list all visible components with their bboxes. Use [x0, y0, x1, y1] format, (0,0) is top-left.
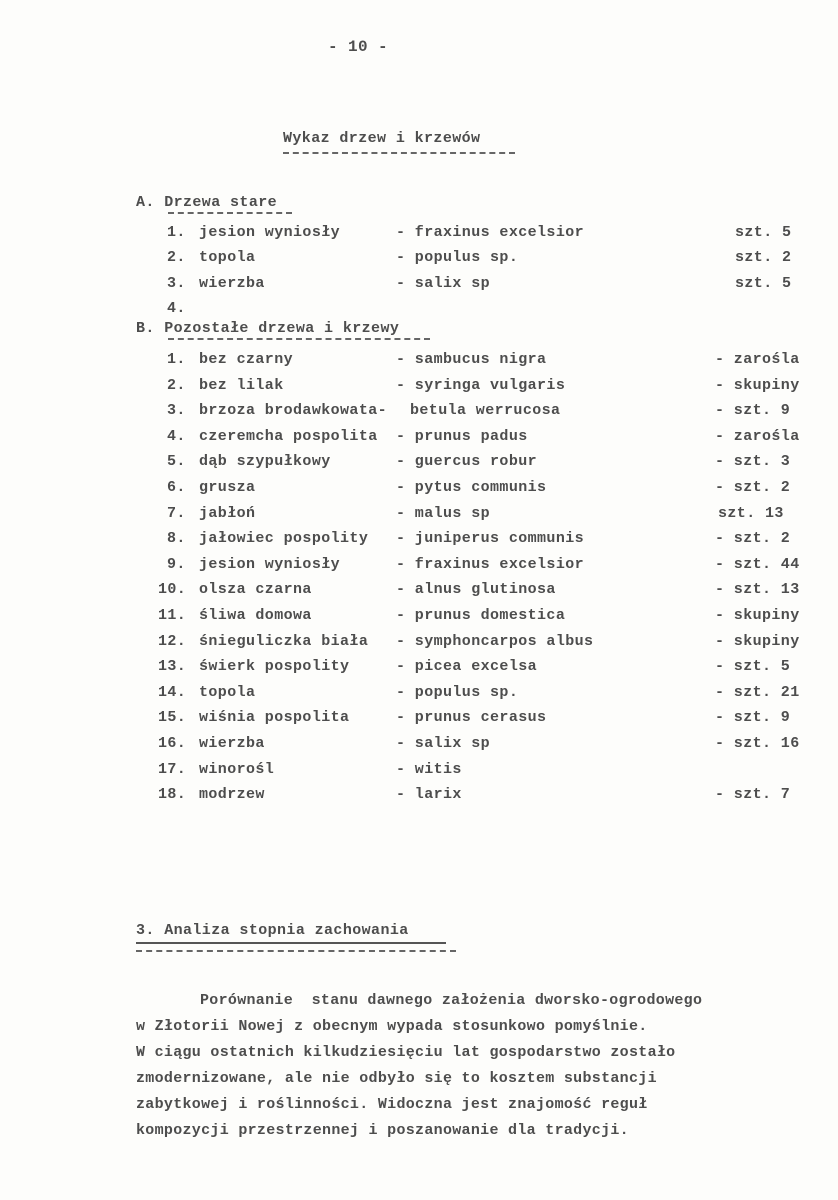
section-3-underline-dashed — [136, 950, 456, 952]
item-quantity: - szt. 13 — [715, 581, 800, 599]
item-quantity: - szt. 2 — [715, 530, 791, 548]
item-latin-name: - guercus robur — [396, 453, 538, 471]
item-latin-name: - salix sp — [396, 274, 491, 292]
item-latin-name: - populus sp. — [396, 249, 519, 267]
paragraph-line: kompozycji przestrzennej i poszanowanie dla tradycji. — [136, 1122, 629, 1139]
list-item — [0, 402, 838, 428]
item-quantity: - szt. 7 — [715, 786, 791, 804]
item-number: 10. — [158, 581, 187, 599]
list-item — [0, 530, 838, 556]
item-name: olsza czarna — [199, 581, 312, 599]
item-quantity: - szt. 21 — [715, 683, 800, 701]
item-latin-name: - salix sp — [396, 735, 491, 752]
paragraph-line: W ciągu ostatnich kilkudziesięciu lat gospodarstwo zostało — [136, 1044, 676, 1061]
item-name: winorośl — [199, 760, 275, 778]
paragraph-line: zabytkowej i roślinności. Widoczna jest znajomość reguł — [136, 1096, 648, 1113]
item-latin-name: - syringa vulgaris — [396, 376, 566, 394]
item-latin-name: - picea excelsa — [396, 658, 538, 676]
item-quantity: - skupiny — [715, 607, 800, 624]
item-name: bez lilak — [199, 376, 284, 394]
item-quantity: - szt. 9 — [715, 402, 791, 420]
item-name: wierzba — [199, 274, 265, 292]
item-number: 15. — [158, 709, 187, 727]
paragraph-line: zmodernizowane, ale nie odbyło się to kosztem substancji — [136, 1070, 657, 1087]
item-latin-name: - juniperus communis — [396, 530, 585, 548]
title-underline — [283, 152, 515, 154]
item-latin-name: betula werrucosa — [410, 402, 561, 420]
item-number: 13. — [158, 658, 187, 676]
item-name: brzoza brodawkowata- — [199, 402, 388, 420]
item-name: śliwa domowa — [199, 607, 312, 624]
item-quantity: - zarośla — [715, 351, 800, 368]
section-3-underline — [136, 942, 446, 944]
item-number: 9. — [167, 555, 186, 573]
item-latin-name: - symphoncarpos albus — [396, 632, 594, 650]
item-latin-name: - fraxinus excelsior — [396, 555, 585, 573]
item-name: czeremcha pospolita — [199, 427, 378, 445]
item-number: 11. — [158, 607, 187, 624]
item-name: topola — [199, 683, 256, 701]
item-quantity: - skupiny — [715, 376, 800, 394]
item-number: 4. — [167, 299, 186, 317]
item-latin-name: - prunus domestica — [396, 607, 566, 624]
item-name: jałowiec pospolity — [199, 530, 369, 548]
item-quantity: - szt. 3 — [715, 453, 791, 471]
item-name: modrzew — [199, 786, 265, 804]
list-item — [0, 300, 838, 326]
item-quantity: szt. 5 — [735, 274, 792, 292]
item-name: śnieguliczka biała — [199, 632, 369, 650]
list-item — [0, 709, 838, 735]
item-number: 8. — [167, 530, 186, 548]
item-latin-name: - populus sp. — [396, 683, 519, 701]
list-item — [0, 581, 838, 607]
item-latin-name: - prunus padus — [396, 427, 528, 445]
item-quantity: - skupiny — [715, 632, 800, 650]
item-number: 2. — [167, 376, 186, 394]
paragraph-line: w Złotorii Nowej z obecnym wypada stosunkowo pomyślnie. — [136, 1018, 648, 1035]
list-item — [0, 607, 838, 633]
item-quantity: - zarośla — [715, 427, 800, 445]
item-quantity: szt. 5 — [735, 224, 792, 241]
list-item — [0, 735, 838, 761]
item-number: 18. — [158, 786, 187, 804]
list-item — [0, 479, 838, 505]
paragraph-line: Porównanie stanu dawnego założenia dworsko-ogrodowego — [200, 992, 703, 1009]
list-item — [0, 658, 838, 684]
item-number: 3. — [167, 274, 186, 292]
page-number: - 10 - — [328, 38, 389, 56]
item-name: dąb szypułkowy — [199, 453, 331, 471]
list-item — [0, 275, 838, 301]
item-number: 1. — [167, 224, 186, 241]
item-number: 14. — [158, 683, 187, 701]
section-b-heading: B. Pozostałe drzewa i krzewy — [136, 320, 400, 337]
item-name: grusza — [199, 479, 256, 496]
list-item — [0, 556, 838, 582]
item-latin-name: - larix — [396, 786, 462, 804]
item-quantity: szt. 13 — [718, 504, 784, 522]
item-name: jesion wyniosły — [199, 555, 341, 573]
item-number: 12. — [158, 632, 187, 650]
item-number: 4. — [167, 427, 186, 445]
item-quantity: szt. 2 — [735, 249, 792, 267]
item-latin-name: - pytus communis — [396, 479, 547, 496]
section-a-underline — [168, 212, 292, 214]
section-b-underline — [168, 338, 430, 340]
item-number: 3. — [167, 402, 186, 420]
list-item — [0, 633, 838, 659]
item-number: 17. — [158, 760, 187, 778]
item-name: wierzba — [199, 735, 265, 752]
item-latin-name: - sambucus nigra — [396, 351, 547, 368]
item-number: 6. — [167, 479, 186, 496]
list-item — [0, 505, 838, 531]
item-latin-name: - prunus cerasus — [396, 709, 547, 727]
item-name: jabłoń — [199, 504, 256, 522]
item-latin-name: - malus sp — [396, 504, 491, 522]
list-title: Wykaz drzew i krzewów — [283, 130, 481, 147]
item-number: 2. — [167, 249, 186, 267]
list-item — [0, 761, 838, 787]
item-name: topola — [199, 249, 256, 267]
list-item — [0, 249, 838, 275]
item-name: świerk pospolity — [199, 658, 350, 676]
item-quantity: - szt. 2 — [715, 479, 791, 496]
item-latin-name: - alnus glutinosa — [396, 581, 556, 599]
list-item — [0, 377, 838, 403]
item-number: 1. — [167, 351, 186, 368]
section-a-heading: A. Drzewa stare — [136, 194, 278, 211]
item-number: 7. — [167, 504, 186, 522]
item-quantity: - szt. 44 — [715, 555, 800, 573]
item-quantity: - szt. 5 — [715, 658, 791, 676]
list-item — [0, 786, 838, 812]
item-quantity: - szt. 9 — [715, 709, 791, 727]
item-number: 16. — [158, 735, 187, 752]
list-item — [0, 428, 838, 454]
list-item — [0, 351, 838, 377]
item-latin-name: - witis — [396, 760, 462, 778]
list-item — [0, 453, 838, 479]
item-latin-name: - fraxinus excelsior — [396, 224, 585, 241]
item-name: wiśnia pospolita — [199, 709, 350, 727]
item-name: jesion wyniosły — [199, 224, 341, 241]
section-3-heading: 3. Analiza stopnia zachowania — [136, 922, 409, 939]
list-item — [0, 224, 838, 250]
list-item — [0, 684, 838, 710]
item-number: 5. — [167, 453, 186, 471]
item-quantity: - szt. 16 — [715, 735, 800, 752]
item-name: bez czarny — [199, 351, 294, 368]
